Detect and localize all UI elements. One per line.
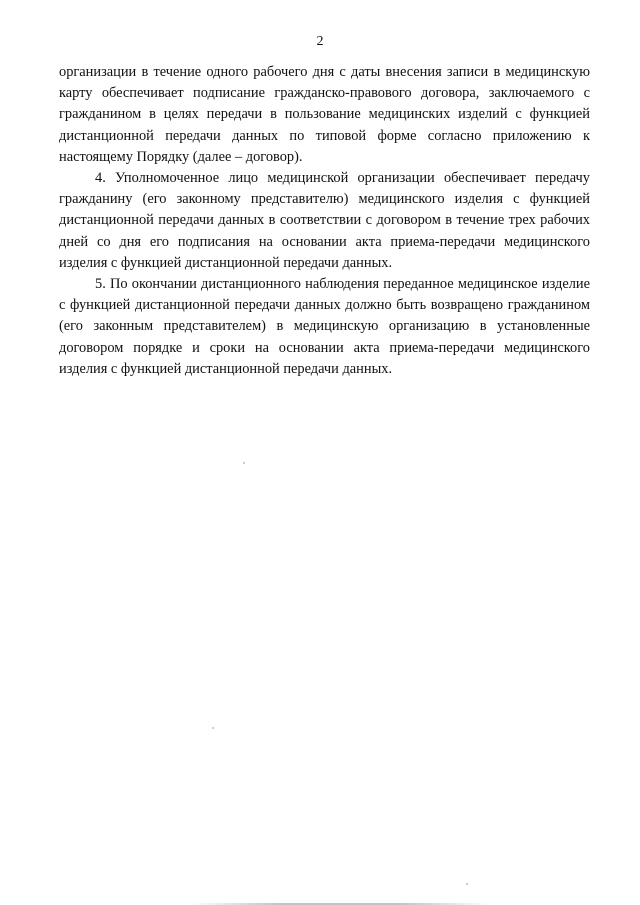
scan-speck bbox=[212, 727, 214, 729]
paragraph-item-4: 4. Уполномоченное лицо медицинской организации обеспечивает передачу гражданину (его законному представителю) медицинского изделия с функцией дистанционной передачи данных в соответствии с договором в течение трех рабочих дней со дня его подписания на основании акта приема-передачи медицинского изделия с функцией дистанционной передачи данных. bbox=[59, 170, 590, 271]
page-number: 2 bbox=[316, 34, 324, 49]
document-body bbox=[59, 62, 590, 380]
scan-speck bbox=[243, 462, 245, 464]
scan-speck bbox=[466, 883, 468, 885]
paragraph-continuation: организации в течение одного рабочего дня с даты внесения записи в медицинскую карту обеспечивает подписание гражданско-правового договора, заключаемого с гражданином в целях передачи в пользование медицинских изделий с функцией дистанционной передачи данных по типовой форме согласно приложению к настоящему Порядку (далее – договор). bbox=[59, 64, 590, 165]
paragraph-item-5: 5. По окончании дистанционного наблюдения переданное медицинское изделие с функцией дистанционной передачи данных должно быть возвращено гражданином (его законным представителем) в медицинскую организацию в установленные договором порядке и сроки на основании акта приема-передачи медицинского изделия с функцией дистанционной передачи данных. bbox=[59, 276, 590, 377]
